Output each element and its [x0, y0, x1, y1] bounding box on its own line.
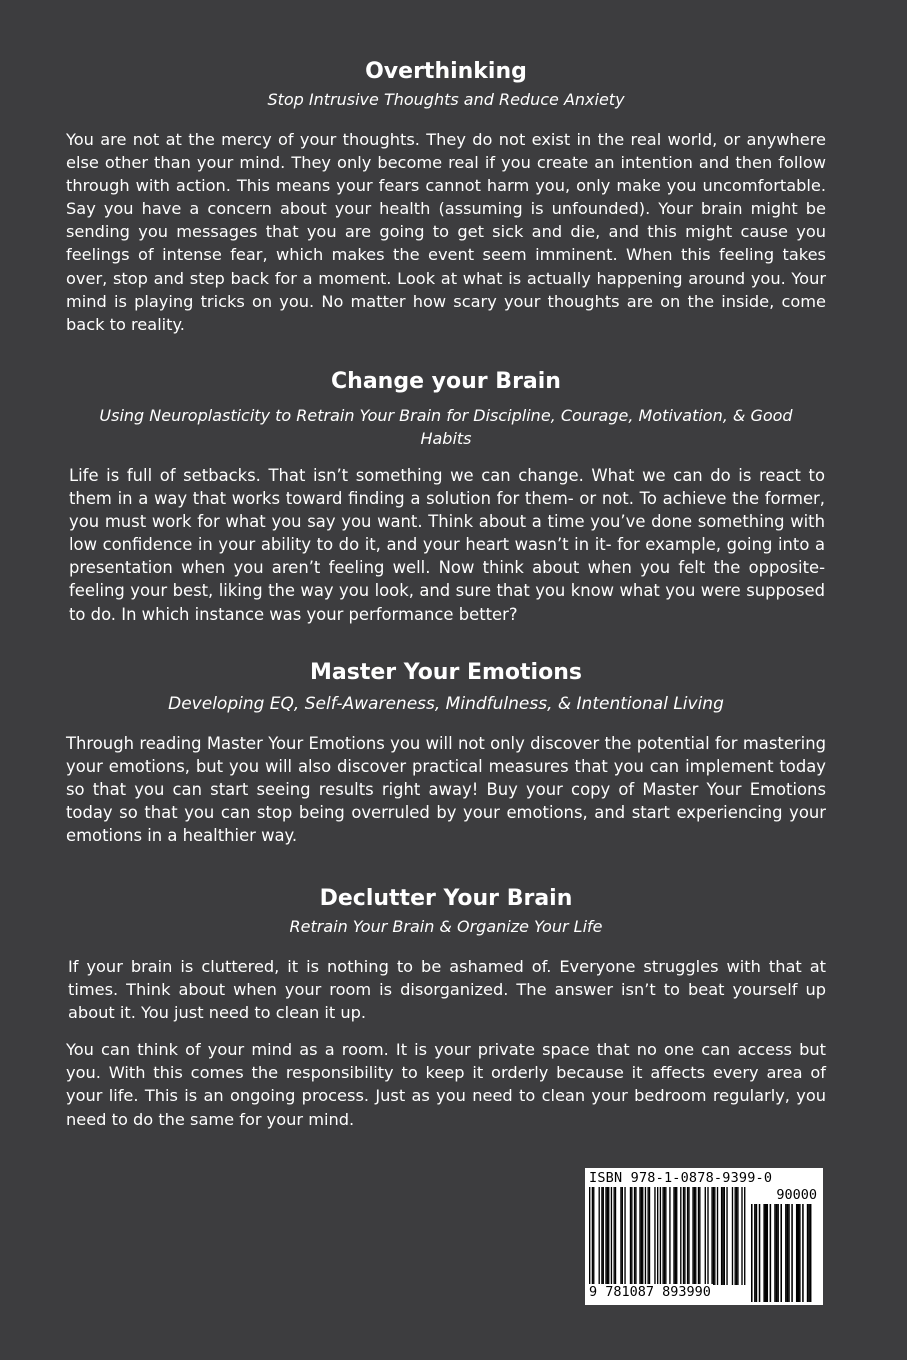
barcode-bar — [634, 1187, 635, 1285]
barcode-bar — [707, 1187, 708, 1285]
barcode-addon-bar — [798, 1204, 800, 1302]
section-body: Life is full of setbacks. That isn’t something we can change. What we can do is react to them in a way that works toward finding a solution for them- or not. To achieve the former, you must work for what you say you want. Think about a time you’ve done something with low confidence in your ability to do it, and your heart wasn’t in it- for example, going into a presentation when you aren’t feeling well. Now think about when you felt the opposite- feeling your best, liking the way you look, and sure that you know what you were supposed to do. In which instance was your performance better? — [69, 466, 825, 624]
section-subtitle: Using Neuroplasticity to Retrain Your Brain for Discipline, Courage, Motivation, & Good Habits — [99, 406, 793, 448]
barcode-bar — [695, 1187, 696, 1285]
isbn-barcode — [585, 1168, 823, 1305]
section-subtitle: Stop Intrusive Thoughts and Reduce Anxiety — [267, 90, 625, 109]
barcode-addon-bar — [776, 1204, 778, 1302]
barcode-bar — [736, 1187, 737, 1285]
barcode-bar — [673, 1187, 674, 1285]
barcode-bar — [687, 1187, 688, 1285]
barcode-addon-bar — [810, 1204, 812, 1302]
barcode-bar — [608, 1187, 609, 1285]
section-title: Change your Brain — [331, 369, 561, 394]
barcode-addon-bar — [785, 1204, 787, 1302]
section-title: Overthinking — [365, 59, 527, 84]
barcode-bar — [601, 1187, 602, 1285]
barcode-bar — [589, 1187, 590, 1285]
ean-number: 9 781087 893990 — [589, 1284, 711, 1300]
barcode-addon-bar — [791, 1204, 793, 1302]
section-body: Through reading Master Your Emotions you will not only discover the potential for mastering your emotions, but you will also discover practical measures that you can implement today so that you can start seeing results right away! Buy your copy of Master Your Emotions today so that you can stop being overruled by your emotions, and start experiencing your emotions in a healthier way. — [66, 734, 826, 846]
barcode-bar — [722, 1187, 723, 1285]
barcode-bar — [620, 1187, 621, 1285]
barcode-bar — [649, 1187, 650, 1285]
barcode-addon-bar — [756, 1204, 758, 1302]
isbn-number: ISBN 978-1-0878-9399-0 — [589, 1170, 773, 1186]
barcode-addon-bar — [770, 1204, 772, 1302]
barcode-addon-bar — [788, 1204, 790, 1302]
barcode-addon-bar — [780, 1204, 782, 1302]
barcode-bar — [622, 1187, 623, 1285]
barcode-bar — [635, 1187, 636, 1285]
barcode-bar — [665, 1187, 666, 1285]
barcode-bar — [592, 1187, 593, 1285]
barcode-bar — [744, 1187, 745, 1285]
barcode-bar — [624, 1187, 625, 1285]
barcode-bar — [669, 1187, 670, 1285]
barcode-bar — [735, 1187, 736, 1285]
section-body-paragraph-2: You can think of your mind as a room. It is your private space that no one can access but you. With this comes the responsibility to keep it orderly because it affects every area of your life. This is an ongoing process. Just as you need to clean your bedroom regularly, you need to do the same for your mind. — [66, 1040, 826, 1129]
section-body: You are not at the mercy of your thoughts. They do not exist in the real world, or anywhere else other than your mind. They only become real if you create an intention and then follow through with action. This means your fears cannot harm you, only make you uncomfortable. Say you have a concern about your health (assuming is unfounded). Your brain might be sending you messages that you are going to get sick and die, and this might cause you feelings of intense fear, which makes the event seem imminent. When this feeling takes over, stop and step back for a moment. Look at what is actually happening around you. Your mind is playing tricks on you. No matter how scary your thoughts are on the inside, come back to reality. — [66, 130, 826, 334]
barcode-bar — [714, 1187, 715, 1285]
section-body-paragraph-1: If your brain is cluttered, it is nothing to be ashamed of. Everyone struggles with that at times. Think about when your room is disorganized. The answer isn’t to beat yourself up about it. You just need to clean it up. — [68, 957, 826, 1023]
barcode-bar — [688, 1187, 689, 1285]
barcode-bar — [684, 1187, 685, 1285]
barcode-addon-bar — [808, 1204, 810, 1302]
barcode-bar — [615, 1187, 616, 1285]
section-subtitle: Retrain Your Brain & Organize Your Life — [289, 917, 603, 936]
section-overthinking — [66, 58, 826, 336]
barcode-bar — [654, 1187, 655, 1285]
barcode-bar — [630, 1187, 631, 1285]
barcode-bar — [599, 1187, 600, 1285]
barcode-addon-bar — [763, 1204, 765, 1302]
barcode-addon-number: 90000 — [776, 1187, 817, 1203]
barcode-addon-bar — [799, 1204, 801, 1302]
barcode-bar — [642, 1187, 643, 1285]
section-master-your-emotions — [66, 659, 826, 847]
barcode-bar — [657, 1187, 658, 1285]
barcode-bar — [737, 1187, 738, 1285]
barcode-bar — [726, 1187, 727, 1285]
barcode-bar — [732, 1187, 733, 1285]
barcode-bar — [593, 1187, 594, 1285]
barcode-bar — [662, 1187, 663, 1285]
barcode-bar — [605, 1187, 606, 1285]
barcode-bar — [724, 1187, 725, 1285]
barcode-bar — [664, 1187, 665, 1285]
barcode-addon-bar — [787, 1204, 789, 1302]
section-title: Declutter Your Brain — [319, 886, 573, 911]
barcode-bar — [680, 1187, 681, 1285]
barcode-bar — [603, 1187, 604, 1285]
barcode-bar — [675, 1187, 676, 1285]
barcode-bar — [694, 1187, 695, 1285]
barcode-bar — [713, 1187, 714, 1285]
section-subtitle: Developing EQ, Self-Awareness, Mindfulness, & Intentional Living — [168, 694, 724, 714]
barcode-bar — [676, 1187, 677, 1285]
barcode-bar — [683, 1187, 684, 1285]
barcode-bar — [705, 1187, 706, 1285]
barcode-addon-bar — [807, 1204, 809, 1302]
barcode-bar — [613, 1187, 614, 1285]
barcode-bar — [645, 1187, 646, 1285]
barcode-bar — [741, 1187, 742, 1285]
barcode-bar — [607, 1187, 608, 1285]
barcode-bar — [699, 1187, 700, 1285]
barcode-addon-bar — [754, 1204, 756, 1302]
barcode-bar — [641, 1187, 642, 1285]
barcode-bar — [631, 1187, 632, 1285]
barcode-bar — [711, 1187, 712, 1285]
barcode-bar — [717, 1187, 718, 1285]
barcode-addon-bar — [802, 1204, 804, 1302]
barcode-addon-bar — [767, 1204, 769, 1302]
barcode-addon-bar — [765, 1204, 767, 1302]
barcode-bar — [698, 1187, 699, 1285]
barcode-bar — [721, 1187, 722, 1285]
section-declutter-your-brain — [66, 885, 826, 1131]
barcode-bar — [660, 1187, 661, 1285]
barcode-addon-bar — [796, 1204, 798, 1302]
barcode-bar — [692, 1187, 693, 1285]
barcode-addon-bar — [774, 1204, 776, 1302]
barcode-bar — [639, 1187, 640, 1285]
section-change-your-brain — [66, 368, 826, 626]
barcode-addon-bar — [751, 1204, 753, 1302]
barcode-addon-bar — [759, 1204, 761, 1302]
barcode-addon-bar — [777, 1204, 779, 1302]
barcode-bar — [647, 1187, 648, 1285]
barcode-bar — [611, 1187, 612, 1285]
section-title: Master Your Emotions — [310, 660, 582, 685]
